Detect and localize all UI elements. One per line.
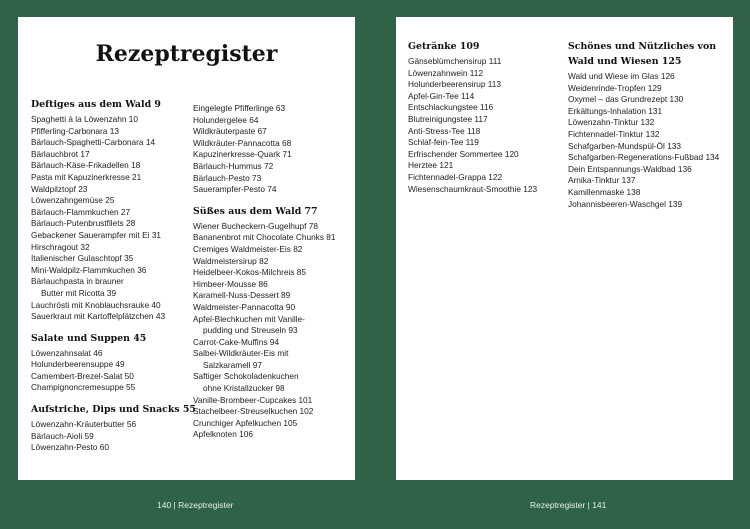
recipe-entry: Pasta mit Kapuzinerkresse 21 <box>31 171 142 182</box>
recipe-entry: Blutreinigungstee 117 <box>408 113 488 124</box>
recipe-entry: ohne Kristallzucker 98 <box>203 383 285 394</box>
recipe-entry: Löwenzahn-Pesto 60 <box>31 442 109 453</box>
recipe-entry: Bananenbrot mit Chocolate Chunks 81 <box>193 232 336 243</box>
recipe-entry: Arnika-Tinktur 137 <box>568 175 636 186</box>
section-gap <box>31 394 201 404</box>
section-gap <box>31 323 201 333</box>
recipe-entry: Löwenzahnwein 112 <box>408 67 484 78</box>
recipe-entry: Stachelbeer-Streuselkuchen 102 <box>193 406 314 417</box>
recipe-entry: Holundergelee 64 <box>193 114 259 125</box>
recipe-entry: Cremiges Waldmeister-Eis 82 <box>193 243 303 254</box>
recipe-entry: Löwenzahnsalat 46 <box>31 347 103 358</box>
section-heading: Schönes und Nützliches von <box>568 41 717 52</box>
section-heading: Wald und Wiesen 125 <box>568 56 682 67</box>
recipe-entry: Champignoncremesuppe 55 <box>31 382 136 393</box>
recipe-entry: Camembert-Brezel-Salat 50 <box>31 370 134 381</box>
recipe-entry: Schafgarben-Regenerations-Fußbad 134 <box>568 152 720 163</box>
recipe-entry: Waldpilztopf 23 <box>31 183 88 194</box>
recipe-entry: Saftiger Schokoladenkuchen <box>193 371 299 382</box>
recipe-entry: Wiener Bucheckern-Gugelhupf 78 <box>193 220 318 231</box>
section-gap <box>193 196 353 206</box>
recipe-entry: Johannisbeeren-Waschgel 139 <box>568 198 683 209</box>
recipe-entry: Crunchiger Apfelkuchen 105 <box>193 417 298 428</box>
recipe-entry: Bärlauch-Spaghetti-Carbonara 14 <box>31 137 156 148</box>
right-column-1 <box>408 41 568 195</box>
recipe-entry: Oxymel – das Grundrezept 130 <box>568 94 684 105</box>
section-heading: Salate und Suppen 45 <box>31 332 147 344</box>
recipe-entry: Waldmeister-Pannacotta 90 <box>193 301 296 312</box>
recipe-entry: Bärlauch-Flammkuchen 27 <box>31 206 131 217</box>
recipe-entry: Löwenzahn-Kräuterbutter 56 <box>31 419 137 430</box>
recipe-entry: Bärlauch-Putenbrustfilets 28 <box>31 218 136 229</box>
recipe-entry: Wildkräuter-Pannacotta 68 <box>193 137 292 148</box>
recipe-entry: Kamillenmaske 138 <box>568 186 641 197</box>
recipe-entry: Schafgarben-Mundspül-Öl 133 <box>568 140 681 151</box>
recipe-entry: Italienischer Gulaschtopf 35 <box>31 253 134 264</box>
recipe-entry: Erkältungs-Inhalation 131 <box>568 105 663 116</box>
recipe-entry: Apfel-Blechkuchen mit Vanille- <box>193 313 305 324</box>
recipe-entry: Mini-Waldpilz-Flammkuchen 36 <box>31 264 147 275</box>
recipe-entry: Himbeer-Mousse 86 <box>193 278 268 289</box>
recipe-entry: Löwenzahngemüse 25 <box>31 195 115 206</box>
recipe-entry: Holunderbeerensuppe 49 <box>31 359 125 370</box>
recipe-entry: Bärlauchbrot 17 <box>31 148 90 159</box>
recipe-entry: Weidenrinde-Tropfen 129 <box>568 82 662 93</box>
recipe-entry: Pfifferling-Carbonara 13 <box>31 125 119 136</box>
recipe-entry: Anti-Stress-Tee 118 <box>408 125 481 136</box>
left-page <box>18 17 355 480</box>
page-footer-left: 140 | Rezeptregister <box>157 500 234 510</box>
recipe-entry: Salbei-Wildkräuter-Eis mit <box>193 348 289 359</box>
recipe-entry: Sauerkraut mit Kartoffelplätzchen 43 <box>31 311 166 322</box>
recipe-entry: Entschlackungstee 116 <box>408 102 494 113</box>
recipe-entry: Vanille-Brombeer-Cupcakes 101 <box>193 394 313 405</box>
recipe-entry: Apfelknoten 106 <box>193 429 253 440</box>
recipe-entry: Bärlauch-Hummus 72 <box>193 160 274 171</box>
recipe-entry: Apfel-Gin-Tee 114 <box>408 90 475 101</box>
recipe-entry: Holunderbeerensirup 113 <box>408 79 502 90</box>
recipe-entry: Bärlauch-Käse-Frikadellen 18 <box>31 160 141 171</box>
recipe-entry: Lauchrösti mit Knoblauchsrauke 40 <box>31 299 161 310</box>
recipe-entry: Hirschragout 32 <box>31 241 90 252</box>
section-heading: Getränke 109 <box>408 41 480 52</box>
recipe-entry: Spaghetti à la Löwenzahn 10 <box>31 114 139 124</box>
recipe-entry: Karamell-Nuss-Dessert 89 <box>193 290 291 301</box>
recipe-entry: Wildkräuterpaste 67 <box>193 126 267 137</box>
page-title: Rezeptregister <box>95 41 278 67</box>
recipe-entry: Erfrischender Sommertee 120 <box>408 148 519 159</box>
right-page <box>396 17 733 480</box>
recipe-entry: Fichtennadel-Grappa 122 <box>408 171 503 182</box>
recipe-entry: Wald und Wiese im Glas 126 <box>568 71 675 81</box>
recipe-entry: Carrot-Cake-Muffins 94 <box>193 336 280 347</box>
left-column-1 <box>31 99 201 454</box>
recipe-entry: Bärlauch-Aioli 59 <box>31 430 94 441</box>
recipe-entry: pudding und Streuseln 93 <box>203 325 298 336</box>
recipe-entry: Sauerampfer-Pesto 74 <box>193 184 277 195</box>
recipe-entry: Bärlauchpasta in brauner <box>31 276 124 287</box>
section-heading: Süßes aus dem Wald 77 <box>193 205 318 217</box>
recipe-entry: Fichtennadel-Tinktur 132 <box>568 128 660 139</box>
section-heading: Aufstriche, Dips und Snacks 55 <box>31 404 196 416</box>
recipe-entry: Waldmeistersirup 82 <box>193 255 269 266</box>
recipe-entry: Heidelbeer-Kokos-Milchreis 85 <box>193 267 306 278</box>
recipe-entry: Herztee 121 <box>408 160 454 171</box>
recipe-entry: Eingelegte Pfifferlinge 63 <box>193 103 286 113</box>
recipe-entry: Butter mit Ricotta 39 <box>41 287 117 298</box>
page-footer-right: Rezeptregister | 141 <box>530 500 607 510</box>
recipe-entry: Schlaf-fein-Tee 119 <box>408 137 479 148</box>
recipe-entry: Bärlauch-Pesto 73 <box>193 172 262 183</box>
recipe-entry: Kapuzinerkresse-Quark 71 <box>193 149 292 160</box>
left-column-2 <box>193 103 353 441</box>
recipe-entry: Salzkaramell 97 <box>203 359 263 370</box>
recipe-entry: Dein Entspannungs-Waldbad 136 <box>568 163 692 174</box>
recipe-entry: Löwenzahn-Tinktur 132 <box>568 117 655 128</box>
section-heading: Deftiges aus dem Wald 9 <box>31 99 161 110</box>
recipe-entry: Wiesenschaumkraut-Smoothie 123 <box>408 183 538 194</box>
recipe-entry: Gänseblümchensirup 111 <box>408 56 502 66</box>
recipe-entry: Gebackener Sauerampfer mit Ei 31 <box>31 229 162 240</box>
right-column-2 <box>568 41 733 210</box>
